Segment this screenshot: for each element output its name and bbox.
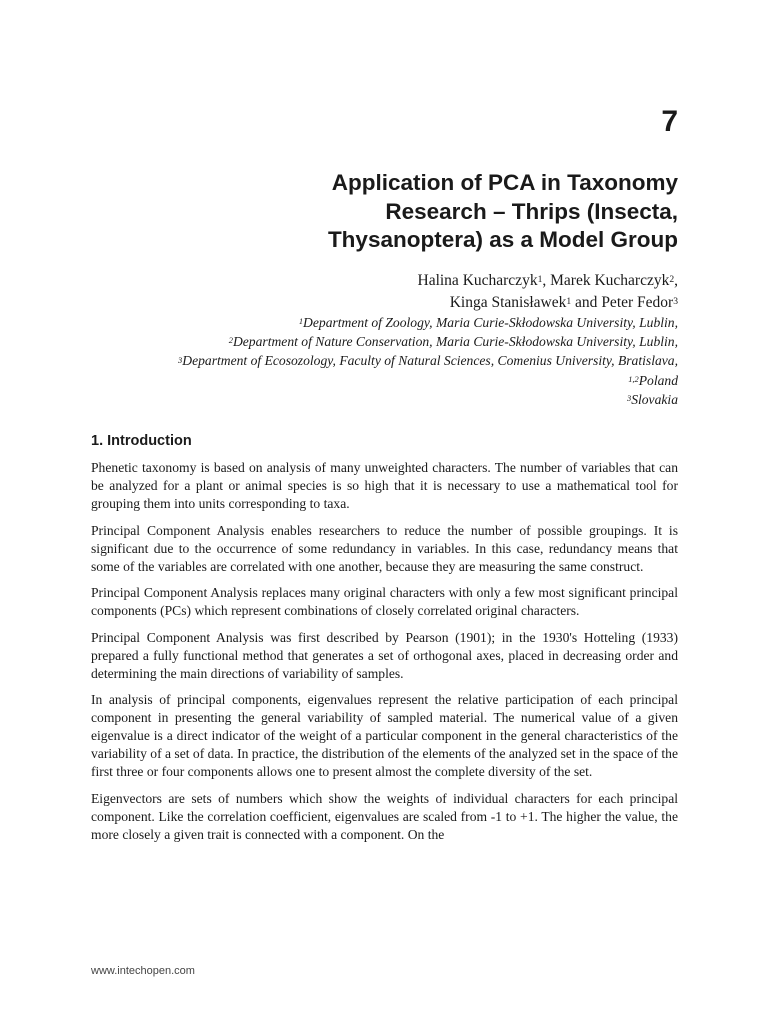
paragraph: Principal Component Analysis replaces many original characters with only a few most significant principal components (PCs) which represent combinations of closely correlated original characters.: [91, 585, 678, 618]
author-affiliation-mark: 1: [537, 274, 543, 286]
affiliation-mark: 3: [178, 354, 183, 365]
chapter-title-line: Application of PCA in Taxonomy: [331, 170, 678, 195]
author-separator: ,: [542, 272, 551, 289]
author-name: Kinga Stanisławek: [449, 294, 567, 311]
affiliation-mark: 3: [626, 392, 632, 403]
author-line: [178, 292, 678, 314]
affiliation: [58, 371, 678, 390]
paragraph: Phenetic taxonomy is based on analysis of many unweighted characters. The number of variables that can be analyzed for a plant or animal species is so high that it is necessary to use a mathematical tool for grouping them into units corresponding to taxa.: [91, 460, 678, 511]
affiliation-text: Department of Zoology, Maria Curie-Skłodowska University, Lublin,: [303, 315, 678, 330]
author-affiliation-mark: 3: [673, 296, 678, 308]
affiliation: [58, 390, 678, 409]
chapter-number: 7: [661, 105, 678, 138]
section-body: [91, 459, 678, 852]
affiliation-mark: 1,2: [628, 373, 639, 384]
affiliation-text: Slovakia: [631, 391, 678, 407]
paragraph: Principal Component Analysis was first described by Pearson (1901); in the 1930's Hotteling (1933) prepared a fully functional method that generates a set of orthogonal axes, placed in decreasing order and determining the main directions of variability of samples.: [91, 629, 678, 681]
author-name: Halina Kucharczyk: [417, 272, 538, 289]
affiliation: [58, 313, 678, 332]
chapter-title: [208, 169, 678, 255]
section-heading: 1. Introduction: [91, 433, 192, 449]
paragraph: Eigenvectors are sets of numbers which show the weights of individual characters for each principal component. Like the correlation coefficient, eigenvalues are scaled from -1 to +1. The higher the value, the more closely a given trait is connected with a component. On the: [91, 790, 678, 842]
author-separator: and: [571, 294, 602, 311]
affiliation: [58, 351, 678, 370]
chapter-title-line: Thysanoptera) as a Model Group: [327, 227, 678, 252]
footer-url[interactable]: www.intechopen.com: [91, 965, 195, 977]
affiliation-mark: 1: [298, 316, 304, 327]
author-affiliation-mark: 1: [566, 296, 572, 308]
author-name: Peter Fedor: [601, 294, 674, 311]
affiliation-text: Department of Ecosozology, Faculty of Natural Sciences, Comenius University, Bratislava,: [182, 353, 678, 369]
author-line: [178, 270, 678, 292]
paragraph: Principal Component Analysis enables researchers to reduce the number of possible groupings. It is significant due to the occurrence of some redundancy in variables. In this case, redundancy means that some of the variables are correlated with one another, because they are measuring the same construct.: [91, 522, 678, 574]
affiliation-list: [58, 313, 678, 409]
affiliation-mark: 2: [228, 335, 233, 346]
affiliation-text: Poland: [638, 372, 678, 388]
chapter-title-line: Research – Thrips (Insecta,: [385, 198, 678, 224]
paragraph: In analysis of principal components, eigenvalues represent the relative participation of each principal component in presenting the general variability of sampled material. The numerical value of a given eigenvalue is a direct indicator of the weight of a particular component in the general characteristics of the variability of a set of data. In practice, the distribution of the elements of the analyzed set in the space of the first three or four components allows one to present almost the complete diversity of the set.: [91, 692, 678, 779]
affiliation: [58, 332, 678, 351]
affiliation-text: Department of Nature Conservation, Maria Curie-Skłodowska University, Lublin,: [232, 334, 678, 350]
author-affiliation-mark: 2: [669, 274, 675, 286]
author-list: [178, 270, 678, 314]
author-separator: ,: [674, 272, 678, 289]
author-name: Marek Kucharczyk: [550, 272, 670, 289]
